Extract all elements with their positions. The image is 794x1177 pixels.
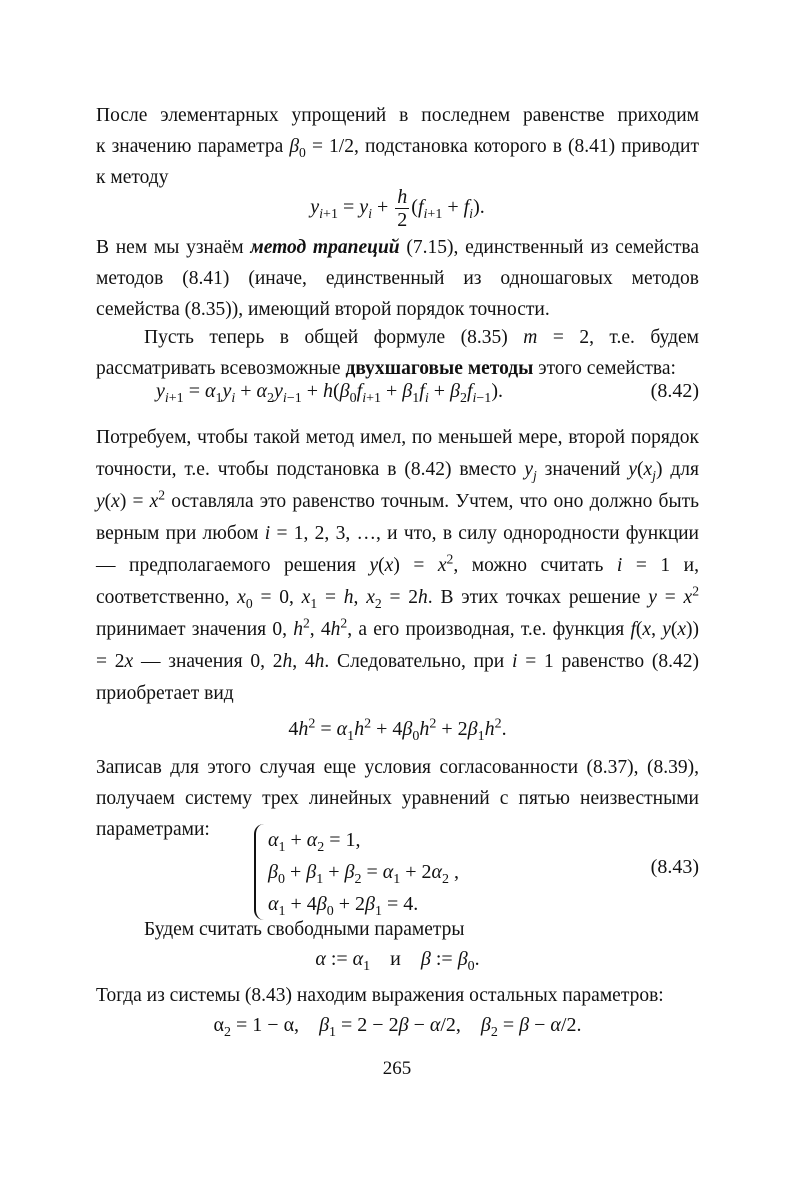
equation-4h2: $4h^2 = \alpha_1h^2 + 4\beta_0h^2 + 2\beta_1h^2$. [288, 716, 507, 744]
equation-number: (8.42) [650, 380, 699, 402]
paragraph-5: Записав для этого случая еще условия согласованности (8.37), (8.39), получаем систему трех линейных уравнений с пятью неизвестными параметрами: [96, 757, 699, 840]
page-number: 265 [382, 1058, 412, 1079]
remaining-parameters-formula: $\alpha_2 = 1 - \alpha$, $\beta_1 = 2 - 2\beta - \alpha/2$, $\beta_2 = \beta - \alpha/2$. [213, 1014, 582, 1040]
paragraph-3: Пусть теперь в общей формуле (8.35) m = 2, т.е. будем рассматривать всевозможные двухшаговые методы этого семейства: [96, 327, 699, 379]
paragraph-4: Потребуем, чтобы такой метод имел, по меньшей мере, второй порядок точности, т.е. чтобы подстановка в (8.42) вместо $y_j$ значений $y(x_j)$ для $y(x) = x^2$ оставляла это равенство точным. Учтем, что оно должно быть верным при любом i = 1, 2, 3, …, и что, в силу однородности функции — предполагаемого решения $y(x) = x^2$, можно считать i = 1 и, соответственно, $x_0 = 0$, $x_1 = h$, $x_2 = 2h$. В этих точках решение $y = x^2$ принимает значения 0, $h^2$, $4h^2$, а его производная, т.е. функция f(x, y(x)) = 2x — значения 0, 2h, 4h. Следовательно, при i = 1 равенство (8.42) приобретает вид [96, 427, 700, 704]
equation-8-42: $y_{i+1} = \alpha_1y_i + \alpha_2y_{i-1} + h(\beta_0f_{i+1} + \beta_1f_i + \beta_2f_{i-1})$. (8.42) [156, 380, 699, 406]
paragraph-6: Будем считать свободными параметры [144, 919, 465, 940]
free-parameters-formula: α := $\alpha_1$ и β := $\beta_0$. [315, 948, 480, 974]
equation-system-8-43: $\alpha_1 + \alpha_2 = 1$, $\beta_0 + \beta_1 + \beta_2 = \alpha_1 + 2\alpha_2$ , $\alpha_1 + 4\beta_0 + 2\beta_1 = 4$. [254, 824, 459, 920]
equation-number: (8.43) [650, 856, 699, 878]
paragraph-2: В нем мы узнаём метод трапеций (7.15), единственный из семейства методов (8.41) (иначе, единственный из одношаговых методов семейства (8.35)), имеющий второй порядок точности. [96, 237, 699, 320]
paragraph-7: Тогда из системы (8.43) находим выражения остальных параметров: [96, 985, 664, 1006]
trapezoid-formula: $y_{i+1} = y_i$ + $\frac{h}{2}$ $(f_{i+1} + f_i)$. [310, 186, 485, 231]
paragraph-1: После элементарных упрощений в последнем равенстве приходим к значению параметра $\beta_0 = 1/2$, подстановка которого в (8.41) приводит к методу [96, 105, 699, 188]
